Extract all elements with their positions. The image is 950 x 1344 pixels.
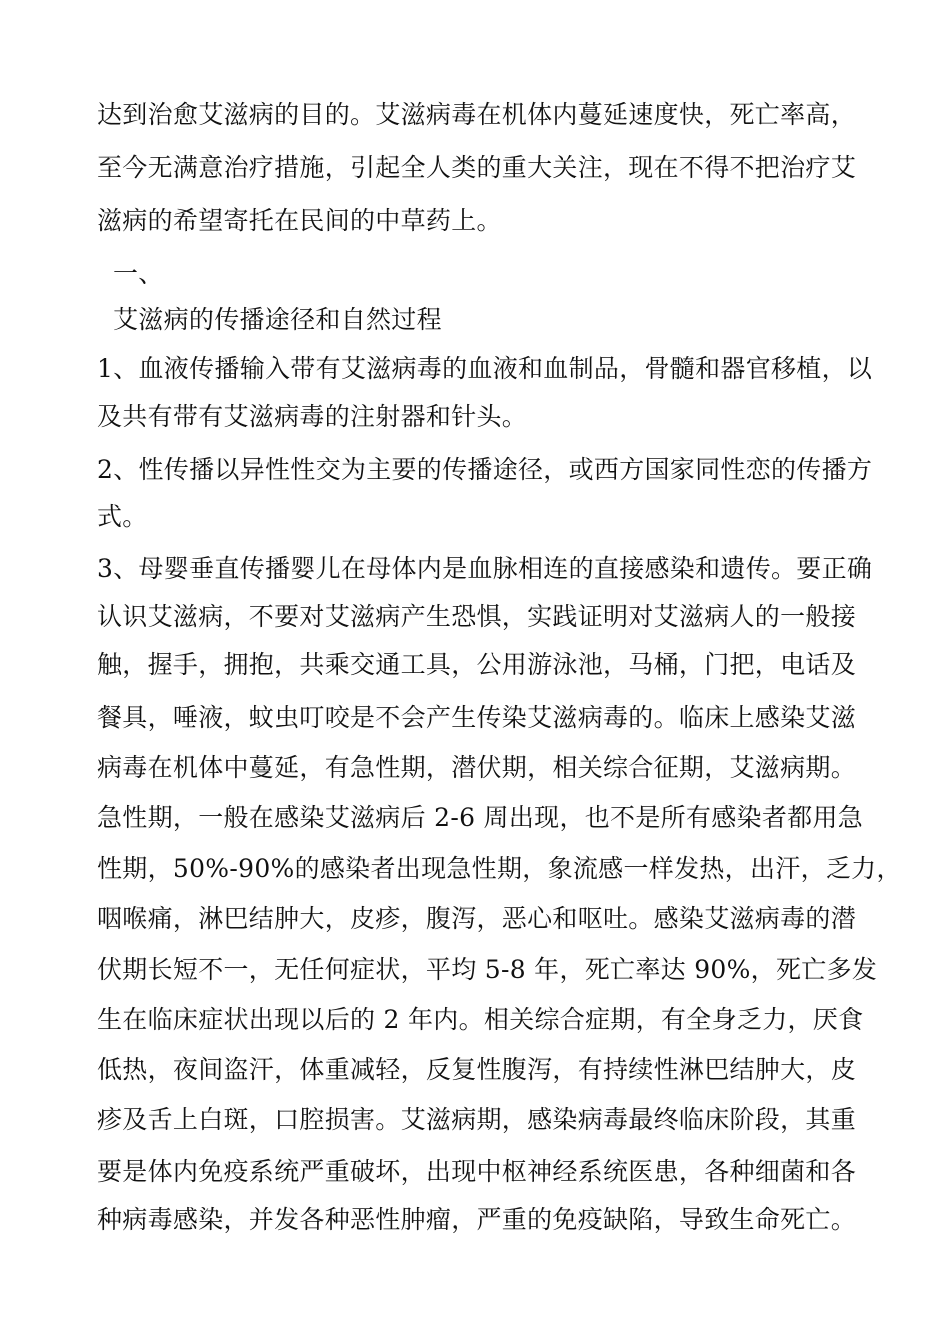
text-line: 2、性传播以异性性交为主要的传播途径，或西方国家同性恋的传播方 bbox=[97, 455, 873, 484]
text-line: 急性期，一般在感染艾滋病后 2-6 周出现，也不是所有感染者都用急 bbox=[97, 803, 864, 832]
text-line: 生在临床症状出现以后的 2 年内。相关综合症期，有全身乏力，厌食 bbox=[97, 1005, 864, 1034]
text-line: 式。 bbox=[97, 502, 148, 531]
text-line: 伏期长短不一，无任何症状，平均 5-8 年，死亡率达 90%，死亡多发 bbox=[97, 955, 878, 984]
text-line: 认识艾滋病，不要对艾滋病产生恐惧，实践证明对艾滋病人的一般接 bbox=[97, 602, 857, 631]
text-line: 至今无满意治疗措施，引起全人类的重大关注，现在不得不把治疗艾 bbox=[97, 153, 857, 182]
text-line: 性期，50%-90%的感染者出现急性期，象流感一样发热，出汗，乏力， bbox=[97, 854, 902, 883]
text-line: 3、母婴垂直传播婴儿在母体内是血脉相连的直接感染和遗传。要正确 bbox=[97, 554, 873, 583]
text-line: 病毒在机体中蔓延，有急性期，潜伏期，相关综合征期，艾滋病期。 bbox=[97, 753, 857, 782]
section-number: 一、 bbox=[113, 259, 164, 288]
text-line: 低热，夜间盗汗，体重减轻，反复性腹泻，有持续性淋巴结肿大，皮 bbox=[97, 1055, 857, 1084]
text-line: 滋病的希望寄托在民间的中草药上。 bbox=[97, 206, 502, 235]
text-line: 种病毒感染，并发各种恶性肿瘤，严重的免疫缺陷，导致生命死亡。 bbox=[97, 1205, 857, 1234]
text-line: 餐具，唾液，蚊虫叮咬是不会产生传染艾滋病毒的。临床上感染艾滋 bbox=[97, 703, 857, 732]
section-heading: 艾滋病的传播途径和自然过程 bbox=[113, 305, 442, 334]
text-line: 达到治愈艾滋病的目的。艾滋病毒在机体内蔓延速度快，死亡率高， bbox=[97, 100, 857, 129]
text-line: 触，握手，拥抱，共乘交通工具，公用游泳池，马桶，门把，电话及 bbox=[97, 650, 857, 679]
text-line: 要是体内免疫系统严重破坏，出现中枢神经系统医患，各种细菌和各 bbox=[97, 1157, 857, 1186]
text-line: 咽喉痛，淋巴结肿大，皮疹，腹泻，恶心和呕吐。感染艾滋病毒的潜 bbox=[97, 904, 857, 933]
text-line: 疹及舌上白斑，口腔损害。艾滋病期，感染病毒最终临床阶段，其重 bbox=[97, 1105, 857, 1134]
text-line: 及共有带有艾滋病毒的注射器和针头。 bbox=[97, 402, 528, 431]
text-line: 1、血液传播输入带有艾滋病毒的血液和血制品，骨髓和器官移植，以 bbox=[97, 354, 873, 383]
